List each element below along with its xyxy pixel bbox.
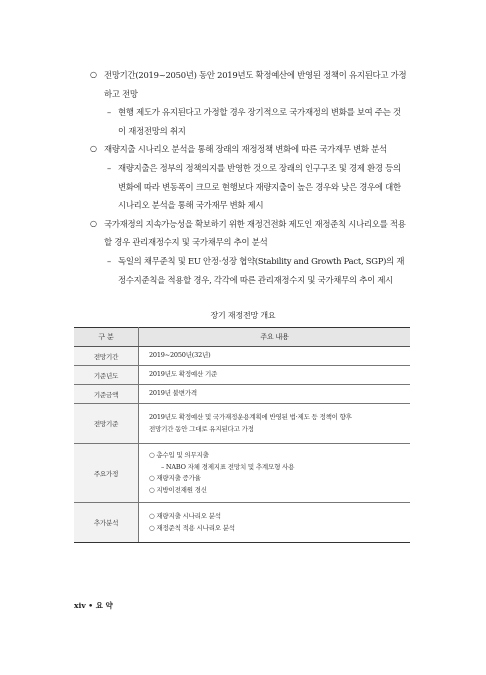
sub-bullet-text: 독일의 채무준칙 및 EU 안정·성장 협약(Stability and Growth Pact, SGP)의 재정수지준칙을 적용할 경우, 각각에 따른 관리재정수지 및 국가채무의 추이 제시 [118,255,405,285]
sub-bullet-text: 현행 제도가 유지된다고 가정할 경우 장기적으로 국가재정의 변화를 보여 주는 것이 재정전망의 취지 [118,107,401,136]
dash-bullet-icon: – [107,255,111,266]
table-row [74,404,410,444]
sub-bullet-item [90,159,408,215]
row-key: 기준년도 [74,366,139,385]
bullet-item [90,215,408,252]
row-key: 전망기간 [74,347,139,366]
header-category: 구 분 [74,328,139,347]
bullet-list [90,66,408,289]
table-row [74,385,410,404]
summary-table [74,327,410,543]
table-row [74,503,410,543]
bullet-item [90,66,408,103]
row-value: ○ 총수입 및 의무지출 [149,451,209,459]
row-value: – NABO 자체 경제지표 전망치 및 추계모형 사용 [161,462,295,471]
dash-bullet-icon: – [107,107,111,118]
circle-bullet-icon: ○ [90,144,97,154]
row-value: 2019년도 확정예산 및 국가재정운용계획에 반영된 법·제도 등 정책이 향후 [149,413,352,421]
row-key: 추가분석 [74,503,139,543]
table-header-row [74,328,410,347]
page-footer: xiv • 요 약 [74,601,113,610]
row-value: ○ 재량지출 시나리오 분석 [149,512,221,520]
bullet-text: 국가재정의 지속가능성을 확보하기 위한 재정건전화 제도인 재정준칙 시나리오를 적용할 경우 관리재정수지 및 국가채무의 추이 분석 [104,218,406,248]
row-key: 기준금액 [74,385,139,404]
row-key: 주요가정 [74,444,139,503]
table-row [74,444,410,503]
row-value: 2019년도 확정예산 기준 [149,370,218,379]
bullet-item [90,140,408,159]
table-row [74,366,410,385]
table-title: 장기 재정전망 개요 [210,311,276,320]
circle-bullet-icon: ○ [90,70,97,79]
sub-bullet-item [90,103,408,140]
dash-bullet-icon: – [107,162,111,173]
header-content: 주요 내용 [139,328,411,347]
row-value: 2019~2050년(32년) [149,351,211,360]
bullet-text: 전망기간(2019~2050년) 동안 2019년도 확정예산에 반영된 정책이 유지된다고 가정하고 전망 [104,70,407,99]
row-key: 전망기준 [74,404,139,444]
table-row [74,347,410,366]
bullet-text: 재량지출 시나리오 분석을 통해 장래의 재정정책 변화에 따른 국가재무 변화 분석 [104,144,387,155]
row-value: ○ 재정준칙 적용 시나리오 분석 [149,523,235,532]
row-value: ○ 재량지출 증가율 [149,474,201,482]
sub-bullet-item [90,252,408,289]
row-value: 2019년 불변가격 [149,389,198,398]
row-value: ○ 지방이전재원 경신 [149,485,207,494]
sub-bullet-text: 재량지출은 정부의 정책의지를 반영한 것으로 장래의 인구구조 및 경제 환경 등의 변화에 따라 변동폭이 크므로 현행보다 재량지출이 높은 경우와 낮은 경우에 대한 시나리오 분석을 통해 국가재무 변화 제시 [118,162,401,211]
circle-bullet-icon: ○ [90,218,97,228]
row-value: 전망기간 동안 그대로 유지된다고 가정 [149,424,254,433]
